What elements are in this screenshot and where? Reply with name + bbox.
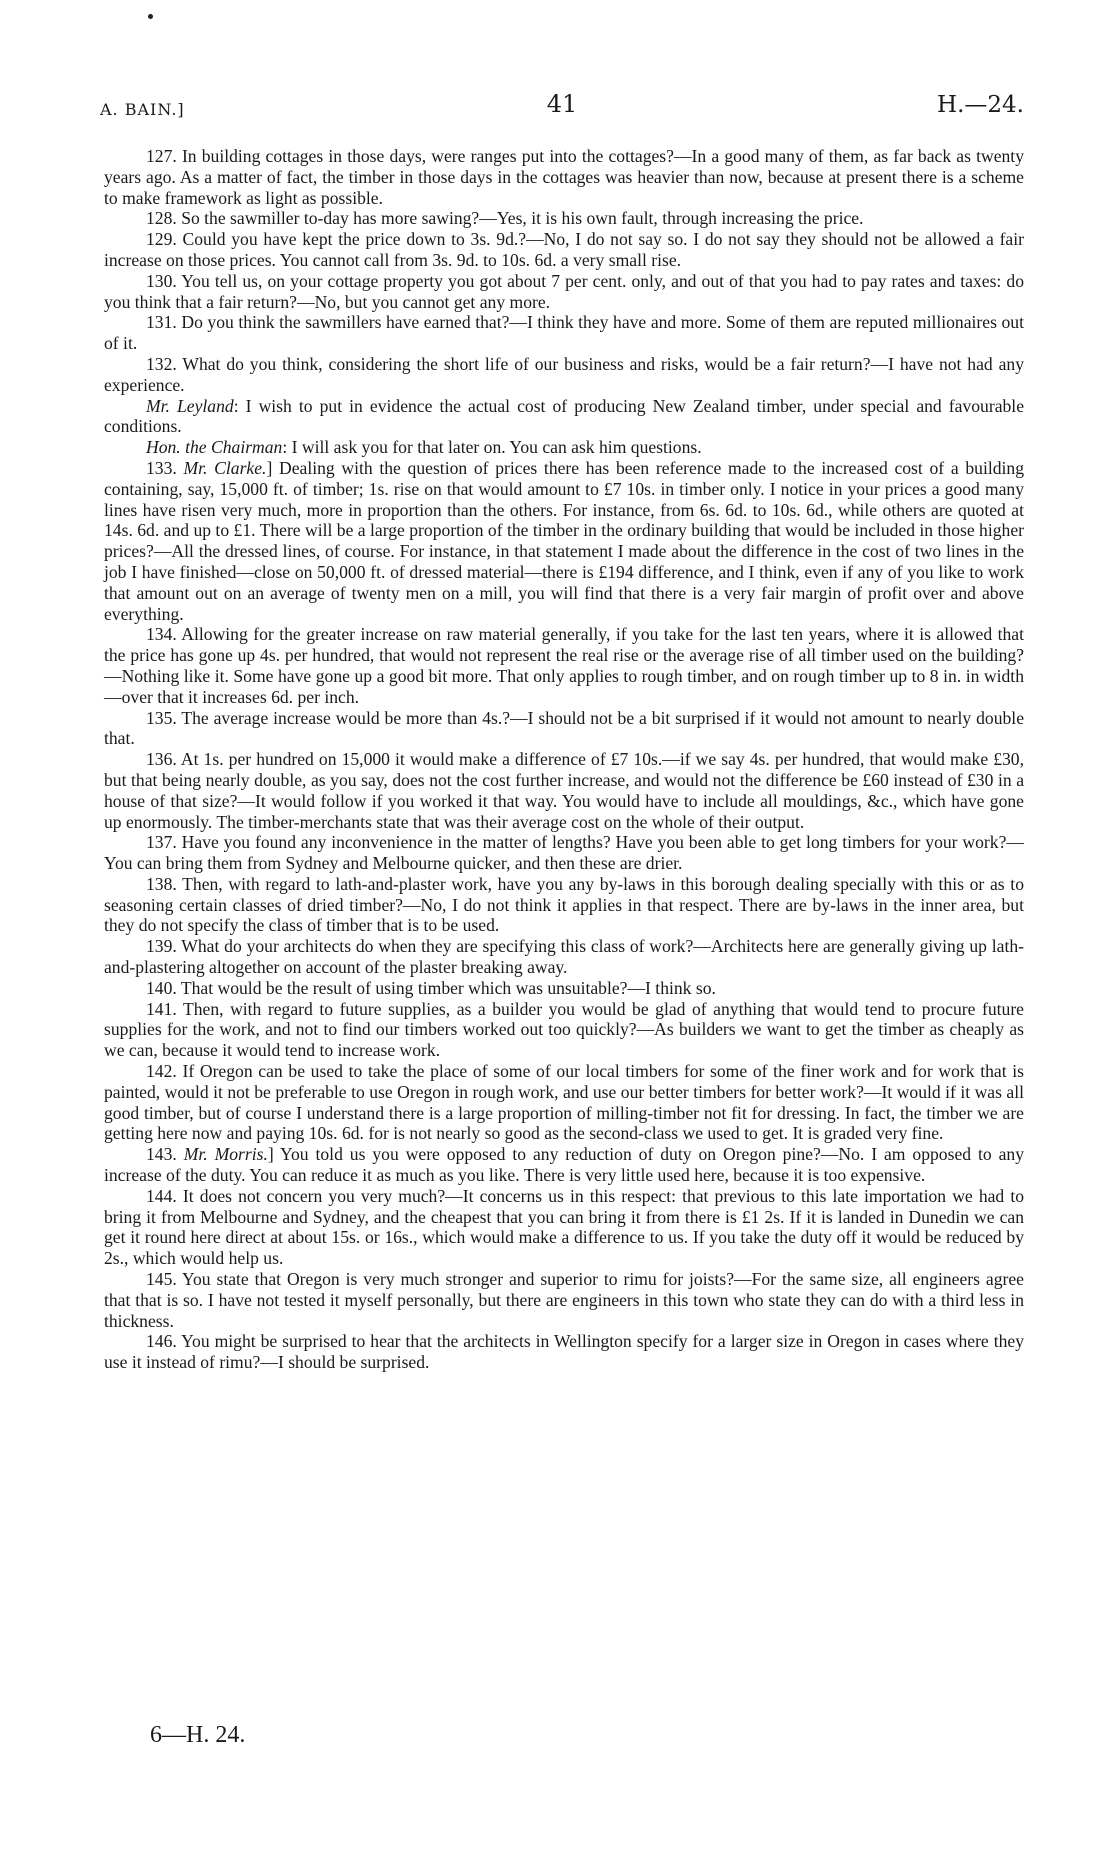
paragraph-text: 134. Allowing for the greater increase on raw material generally, if you take for the last ten years, where it is allowed that the price has gone up 4s. per hundred, that would not represent the real rise or the average rise of all timber used on the building?—Nothing like it. Some have gone up a good bit more. That only applies to rough timber, and on rough timber up to 8 in. in width —over that it increases 6d. per inch. (104, 624, 1024, 707)
paragraph-text: 127. In building cottages in those days, were ranges put into the cottages?—In a good many of them, as far back as twenty years ago. As a matter of fact, the timber in those days in the cottages was heavier than now, because at present there is a scheme to make framework as light as possible. (104, 146, 1024, 208)
paragraph-text: 138. Then, with regard to lath-and-plaster work, have you any by-laws in this borough dealing specially with this or as to seasoning certain classes of dried timber?—No, I do not think it applies in that respect. There are by-laws in the inner area, but they do not specify the class of timber that is to be used. (104, 873, 1024, 936)
paragraph-text: 131. Do you think the sawmillers have earned that?—I think they have and more. Some of them are reputed millionaires out of it. (104, 312, 1024, 354)
evidence-paragraph (104, 1331, 1024, 1373)
paragraph-text: 136. At 1s. per hundred on 15,000 it would make a difference of £7 10s.—if we say 4s. per hundred, that would make £30, but that being nearly double, as you say, does not the cost further increase, and would not the difference be £60 instead of £30 in a house of that size?—It would follow if you worked it that way. You would have to include all mouldings, &c., which have gone up enormously. The timber-merchants state that was their average cost on the whole of their output. (104, 749, 1024, 832)
evidence-text (104, 146, 1024, 1373)
evidence-paragraph (104, 229, 1024, 271)
evidence-paragraph (104, 1061, 1024, 1144)
evidence-paragraph (104, 999, 1024, 1061)
evidence-paragraph (104, 1269, 1024, 1331)
paragraph-text: 140. That would be the result of using timber which was unsuitable?—I think so. (146, 977, 716, 998)
evidence-paragraph (104, 146, 1024, 208)
evidence-paragraph (104, 271, 1024, 313)
paragraph-text: 145. You state that Oregon is very much stronger and superior to rimu for joists?—For the same size, all engineers agree that that is so. I have not tested it myself personally, but there are engineers in this town who state they can do with a third less in thickness. (104, 1269, 1024, 1331)
evidence-paragraph (104, 936, 1024, 978)
evidence-paragraph (104, 624, 1024, 707)
ink-dot (148, 14, 153, 19)
evidence-paragraph (104, 1144, 1024, 1186)
paragraph-text: 137. Have you found any inconvenience in the matter of lengths? Have you been able to get long timbers for your work?—You can bring them from Sydney and Melbourne quicker, and then these are drier. (104, 832, 1024, 874)
evidence-paragraph (104, 832, 1024, 874)
paragraph-text: 146. You might be surprised to hear that the architects in Wellington specify for a larger size in Oregon in cases where they use it instead of rimu?—I should be surprised. (104, 1331, 1024, 1373)
paragraph-text: 128. So the sawmiller to-day has more sawing?—Yes, it is his own fault, through increasing the price. (146, 208, 864, 229)
paragraph-text: 130. You tell us, on your cottage property you got about 7 per cent. only, and out of that you had to pay rates and taxes: do you think that a fair return?—No, but you cannot get any more. (104, 270, 1024, 312)
paragraph-text: I wish to put in evidence the actual cost of producing New Zealand timber, under special and favourable conditions. (104, 395, 1024, 437)
paragraph-text: 141. Then, with regard to future supplies, as a builder you would be glad of anything that would tend to procure future supplies for the work, and not to find our timbers worked out too quickly?—As builders we want to get the timber as cheaply as we can, because it would tend to increase work. (104, 998, 1024, 1061)
evidence-paragraph (104, 749, 1024, 832)
evidence-paragraph (104, 874, 1024, 936)
speaker-lead: Hon. the Chairman: (146, 437, 288, 458)
evidence-paragraph (104, 208, 1024, 229)
paragraph-text: 129. Could you have kept the price down to 3s. 9d.?—No, I do not say so. I do not say they should not be allowed a fair increase on those prices. You cannot call from 3s. 9d. to 10s. 6d. a very small rise. (104, 229, 1024, 270)
paragraph-text: 132. What do you think, considering the short life of our business and risks, would be a fair return?—I have not had any experience. (104, 353, 1024, 395)
evidence-paragraph (104, 708, 1024, 750)
document-reference: H.—24. (937, 92, 1024, 118)
header-witness: A. BAIN.] (100, 100, 185, 119)
paragraph-text: You told us you were opposed to any reduction of duty on Oregon pine?—No. I am opposed to any increase of the duty. You can reduce it as much as you like. There is very little used here, because it is too expensive. (104, 1144, 1024, 1186)
evidence-paragraph (104, 1186, 1024, 1269)
speaker-lead: 143. Mr. Morris.] (146, 1144, 274, 1165)
paragraph-text: 135. The average increase would be more than 4s.?—I should not be a bit surprised if it would not amount to nearly double that. (104, 707, 1024, 749)
page-header (100, 88, 1024, 128)
paragraph-text: I will ask you for that later on. You can ask him questions. (291, 437, 702, 458)
paragraph-text: 142. If Oregon can be used to take the place of some of our local timbers for some of the finer work and for work that is painted, would it not be preferable to use Oregon in rough work, and use our better timbers for better work?—It would if it was all good timber, but of course I understand there is a large proportion of milling-timber not fit for dressing. In fact, the timber we are getting here now and paying 10s. 6d. for is not nearly so good as the second-class we used to get. It is graded very fine. (104, 1061, 1024, 1144)
speaker-lead: Mr. Leyland: (146, 395, 239, 416)
page-number: 41 (546, 90, 578, 118)
evidence-paragraph (104, 354, 1024, 396)
evidence-paragraph (104, 458, 1024, 624)
evidence-paragraph (104, 312, 1024, 354)
paragraph-text: Dealing with the question of prices there has been reference made to the increased cost of a building containing, say, 15,000 ft. of timber; 1s. rise on that would amount to £7 10s. in timber only. I notice in your prices a good many lines have risen very much, more in proportion than the others. For instance, from 6s. 6d. to 10s. 6d., while others are quoted at 14s. 6d. and up to £1. There will be a large proportion of the timber in the ordinary building that would be included in those higher prices?—All the dressed lines, of course. For instance, in that statement I made about the difference in the cost of two lines in the job I have finished—close on 50,000 ft. of dressed material—there is £194 difference, and I think, even if any of you like to work that amount out on an average of twenty men on a mill, you will find that there is a very fair margin of profit over and above everything. (104, 457, 1024, 624)
paragraph-text: 144. It does not concern you very much?—It concerns us in this respect: that previous to this late importation we had to bring it from Melbourne and Sydney, and the cheapest that you can bring it from there is £1 2s. If it is landed in Dunedin we can get it round here direct at about 15s. or 16s., which would make a difference to us. If you take the duty off it would be reduced by 2s., which would help us. (104, 1185, 1024, 1269)
signature-mark: 6—H. 24. (150, 1722, 246, 1748)
paragraph-text: 139. What do your architects do when they are specifying this class of work?—Architects here are generally giving up lath-and-plastering altogether on account of the plaster breaking away. (104, 936, 1024, 978)
evidence-paragraph (104, 396, 1024, 438)
evidence-paragraph (104, 978, 1024, 999)
speaker-lead: 133. Mr. Clarke.] (146, 457, 273, 478)
evidence-paragraph (104, 437, 1024, 458)
